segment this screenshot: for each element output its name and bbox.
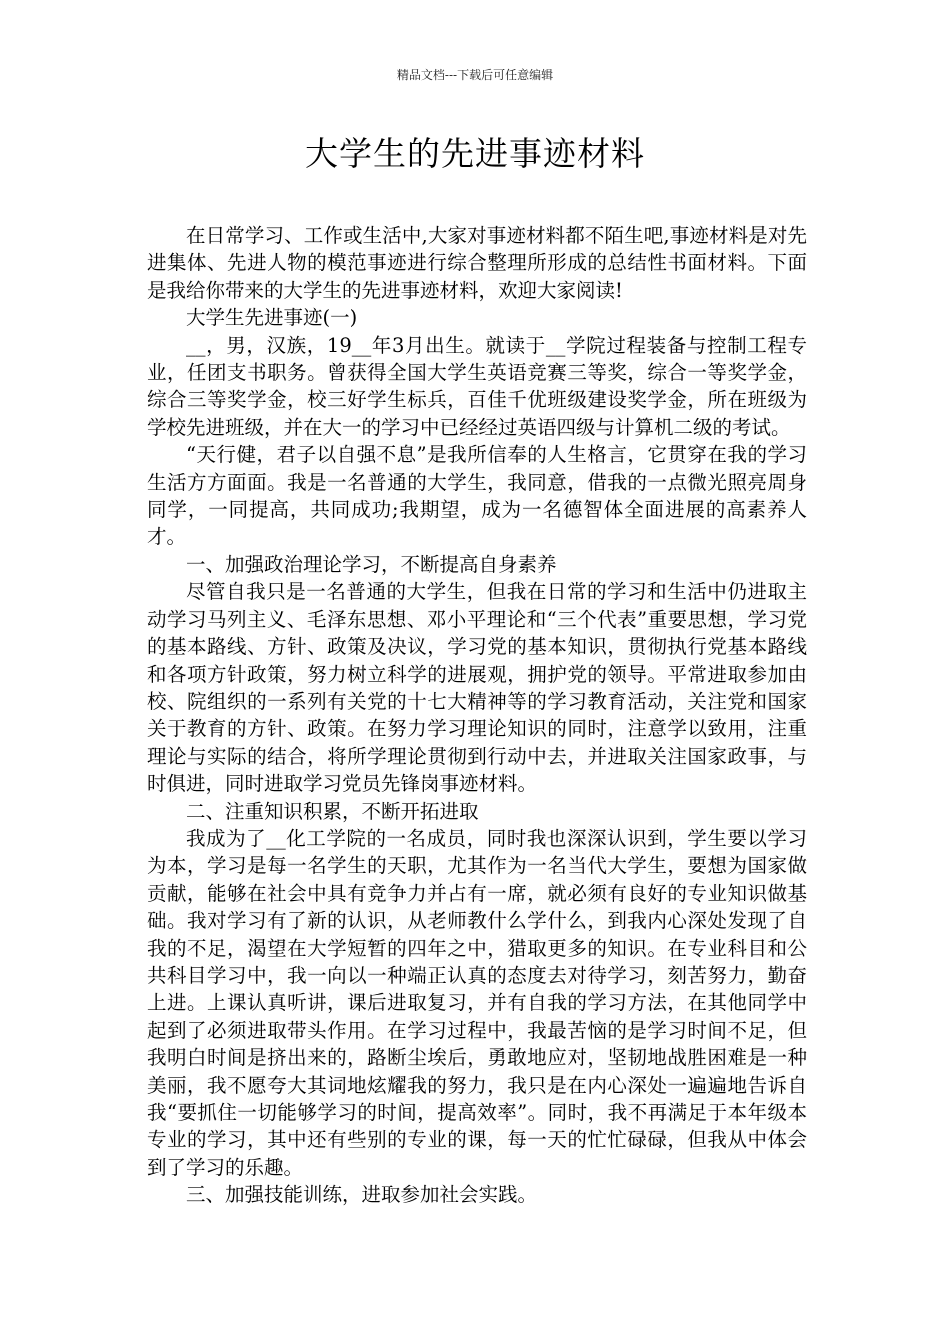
personal-profile-paragraph: __，男，汉族，19__年3月出生。就读于__学院过程装备与控制工程专业，任团支书职务。曾获得全国大学生英语竞赛三等奖，综合一等奖学金，综合三等奖学金，校三好学生标兵，百佳千优班级建设奖学金，所在班级为学校先进班级，并在大一的学习中已经经过英语四级与计算机二级的考试。 <box>147 333 807 439</box>
document-body <box>147 222 807 1209</box>
politics-paragraph: 尽管自我只是一名普通的大学生，但我在日常的学习和生活中仍进取主动学习马列主义、毛泽东思想、邓小平理论和“三个代表”重要思想，学习党的基本路线、方针、政策及决议，学习党的基本知识，贯彻执行党基本路线和各项方针政策，努力树立科学的进展观，拥护党的领导。平常进取参加由校、院组织的一系列有关党的十七大精神等的学习教育活动，关注党和国家关于教育的方针、政策。在努力学习理论知识的同时，注意学以致用，注重理论与实际的结合，将所学理论贯彻到行动中去，并进取关注国家政事，与时俱进，同时进取学习党员先锋岗事迹材料。 <box>147 580 807 796</box>
knowledge-paragraph: 我成为了__化工学院的一名成员，同时我也深深认识到，学生要以学习为本，学习是每一名学生的天职，尤其作为一名当代大学生，要想为国家做贡献，能够在社会中具有竞争力并占有一席，就必须有良好的专业知识做基础。我对学习有了新的认识，从老师教什么学什么，到我内心深处发现了自我的不足，渴望在大学短暂的四年之中，猎取更多的知识。在专业科目和公共科目学习中，我一向以一种端正认真的态度去对待学习，刻苦努力，勤奋上进。上课认真听讲，课后进取复习，并有自我的学习方法，在其他同学中起到了必须进取带头作用。在学习过程中，我最苦恼的是学习时间不足，但我明白时间是挤出来的，路断尘埃后，勇敢地应对，坚韧地战胜困难是一种美丽，我不愿夸大其词地炫耀我的努力，我只是在内心深处一遍遍地告诉自我“要抓住一切能够学习的时间，提高效率”。同时，我不再满足于本年级本专业的学习，其中还有些别的专业的课，每一天的忙忙碌碌，但我从中体会到了学习的乐趣。 <box>147 826 807 1179</box>
document-title: 大学生的先进事迹材料 <box>305 134 645 173</box>
intro-paragraph: 在日常学习、工作或生活中,大家对事迹材料都不陌生吧,事迹材料是对先进集体、先进人物的模范事迹进行综合整理所形成的总结性书面材料。下面是我给你带来的大学生的先进事迹材料，欢迎大家阅读! <box>147 224 807 302</box>
section-heading-skills: 三、加强技能训练，进取参加社会实践。 <box>186 1183 538 1207</box>
header-note: 精品文档---下载后可任意编辑 <box>396 68 554 82</box>
motto-paragraph: “天行健，君子以自强不息”是我所信奉的人生格言，它贯穿在我的学习生活方方面面。我是一名普通的大学生，我同意，借我的一点微光照亮周身同学，一同提高，共同成功;我期望，成为一名德智体全面进展的高素养人才。 <box>147 443 807 549</box>
section-heading-knowledge: 二、注重知识积累，不断开拓进取 <box>186 799 479 823</box>
section-heading-politics: 一、加强政治理论学习，不断提高自身素养 <box>186 552 557 576</box>
section-heading-example-one: 大学生先进事迹(一) <box>186 306 358 330</box>
